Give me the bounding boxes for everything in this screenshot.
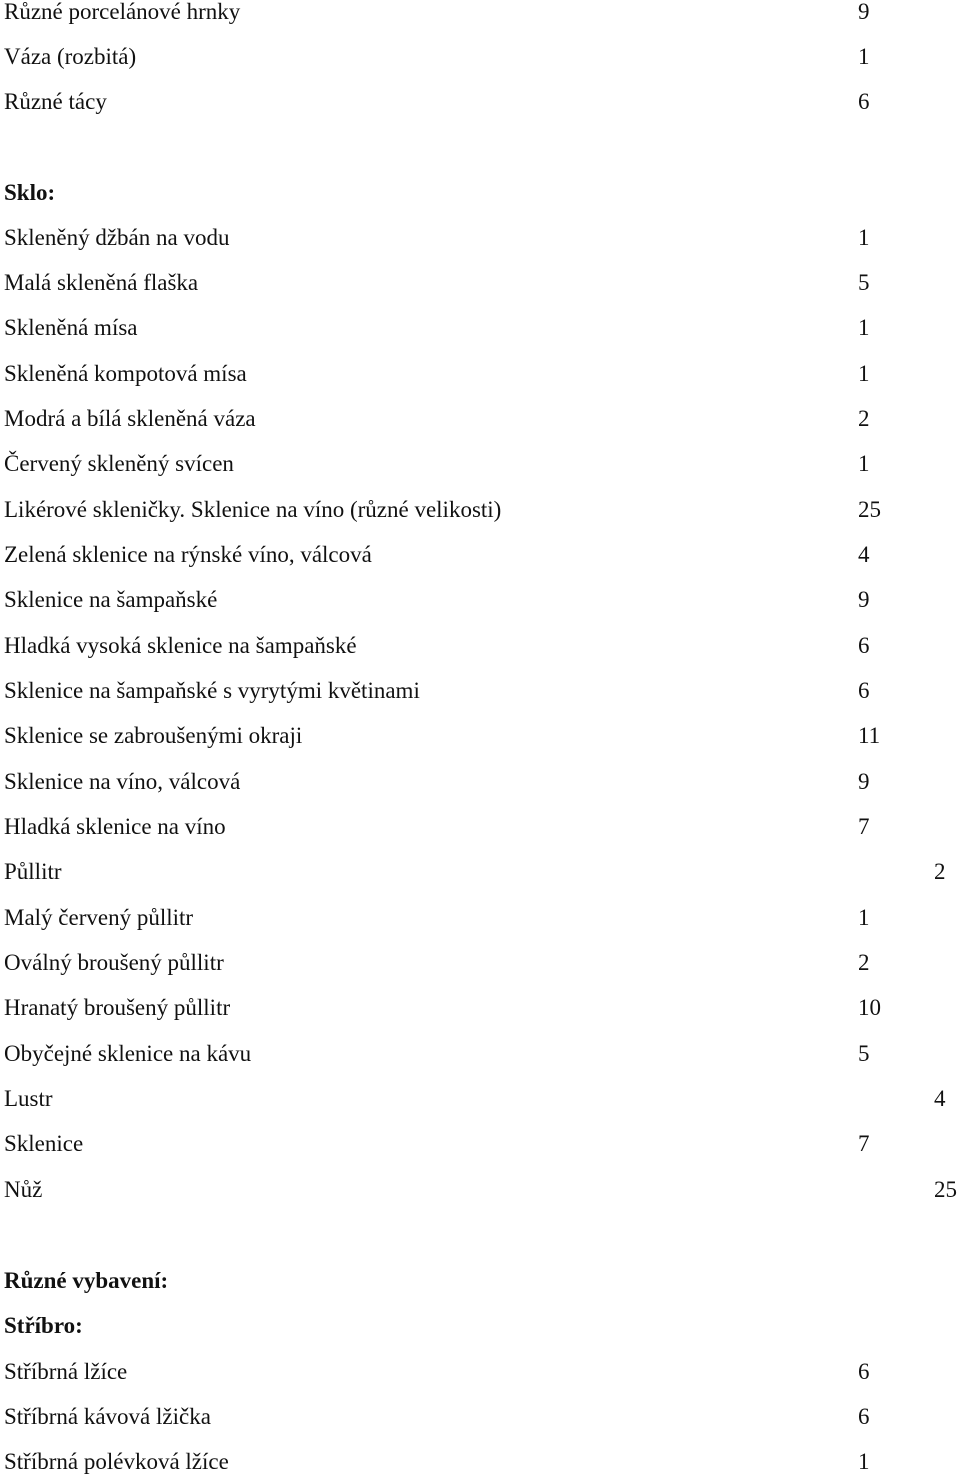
item-label: Různé tácy <box>4 89 107 114</box>
item-quantity: 1 <box>858 361 870 386</box>
item-label: Červený skleněný svícen <box>4 451 234 476</box>
item-quantity: 25 <box>934 1177 957 1202</box>
list-item <box>0 538 960 572</box>
list-item <box>0 357 960 391</box>
item-label: Hranatý broušený půllitr <box>4 995 231 1020</box>
item-label: Lustr <box>4 1086 53 1111</box>
item-label: Obyčejné sklenice na kávu <box>4 1041 252 1066</box>
item-label: Stříbrná lžíce <box>4 1359 128 1384</box>
item-quantity: 6 <box>858 633 870 658</box>
item-label: Různé porcelánové hrnky <box>4 0 241 24</box>
item-label: Sklenice se zabroušenými okraji <box>4 723 303 748</box>
list-item <box>0 1082 960 1116</box>
item-quantity: 6 <box>858 89 870 114</box>
item-label: Nůž <box>4 1177 43 1202</box>
item-quantity: 2 <box>934 859 946 884</box>
item-quantity: 7 <box>858 1131 870 1156</box>
list-item <box>0 674 960 708</box>
section-heading <box>0 176 960 210</box>
item-quantity: 4 <box>934 1086 946 1111</box>
section-heading-label: Sklo: <box>4 180 56 205</box>
list-item <box>0 855 960 889</box>
item-quantity: 6 <box>858 1359 870 1384</box>
item-label: Malý červený půllitr <box>4 905 194 930</box>
item-quantity: 1 <box>858 451 870 476</box>
item-label: Oválný broušený půllitr <box>4 950 224 975</box>
item-quantity: 1 <box>858 44 870 69</box>
list-item <box>0 447 960 481</box>
list-item <box>0 40 960 74</box>
item-quantity: 6 <box>858 678 870 703</box>
list-item <box>0 402 960 436</box>
item-label: Hladká sklenice na víno <box>4 814 226 839</box>
list-item <box>0 1037 960 1071</box>
item-quantity: 1 <box>858 225 870 250</box>
list-item <box>0 85 960 119</box>
item-label: Hladká vysoká sklenice na šampaňské <box>4 633 357 658</box>
item-quantity: 4 <box>858 542 870 567</box>
list-item <box>0 493 960 527</box>
item-quantity: 5 <box>858 270 870 295</box>
item-quantity: 1 <box>858 315 870 340</box>
item-quantity: 1 <box>858 1449 870 1474</box>
item-quantity: 11 <box>858 723 881 748</box>
list-item <box>0 901 960 935</box>
list-item <box>0 266 960 300</box>
list-item <box>0 629 960 663</box>
item-label: Sklenice na víno, válcová <box>4 769 241 794</box>
list-item <box>0 311 960 345</box>
list-item <box>0 1173 960 1207</box>
list-item <box>0 0 960 29</box>
item-quantity: 7 <box>858 814 870 839</box>
item-quantity: 9 <box>858 0 870 24</box>
item-quantity: 9 <box>858 587 870 612</box>
item-quantity: 2 <box>858 950 870 975</box>
item-label: Sklenice na šampaňské <box>4 587 218 612</box>
list-item <box>0 1355 960 1389</box>
list-item <box>0 1127 960 1161</box>
list-item <box>0 583 960 617</box>
item-label: Likérové skleničky. Sklenice na víno (různé velikosti) <box>4 497 502 522</box>
list-item <box>0 719 960 753</box>
list-item <box>0 1445 960 1479</box>
item-label: Sklenice <box>4 1131 84 1156</box>
section-heading-label: Různé vybavení: <box>4 1268 169 1293</box>
item-label: Váza (rozbitá) <box>4 44 137 69</box>
item-quantity: 5 <box>858 1041 870 1066</box>
list-item <box>0 765 960 799</box>
item-quantity: 10 <box>858 995 881 1020</box>
section-heading <box>0 1264 960 1298</box>
item-quantity: 9 <box>858 769 870 794</box>
list-item <box>0 221 960 255</box>
item-label: Stříbrná polévková lžíce <box>4 1449 229 1474</box>
item-label: Sklenice na šampaňské s vyrytými květinami <box>4 678 420 703</box>
item-label: Stříbrná kávová lžička <box>4 1404 211 1429</box>
list-item <box>0 991 960 1025</box>
section-heading-label: Stříbro: <box>4 1313 83 1338</box>
item-quantity: 25 <box>858 497 881 522</box>
item-quantity: 1 <box>858 905 870 930</box>
item-label: Skleněný džbán na vodu <box>4 225 230 250</box>
item-label: Půllitr <box>4 859 62 884</box>
section-heading <box>0 1309 960 1343</box>
item-label: Skleněná mísa <box>4 315 138 340</box>
item-label: Malá skleněná flaška <box>4 270 199 295</box>
item-label: Zelená sklenice na rýnské víno, válcová <box>4 542 372 567</box>
list-item <box>0 946 960 980</box>
list-item <box>0 1400 960 1434</box>
item-quantity: 2 <box>858 406 870 431</box>
list-item <box>0 810 960 844</box>
item-label: Skleněná kompotová mísa <box>4 361 247 386</box>
item-quantity: 6 <box>858 1404 870 1429</box>
item-label: Modrá a bílá skleněná váza <box>4 406 256 431</box>
